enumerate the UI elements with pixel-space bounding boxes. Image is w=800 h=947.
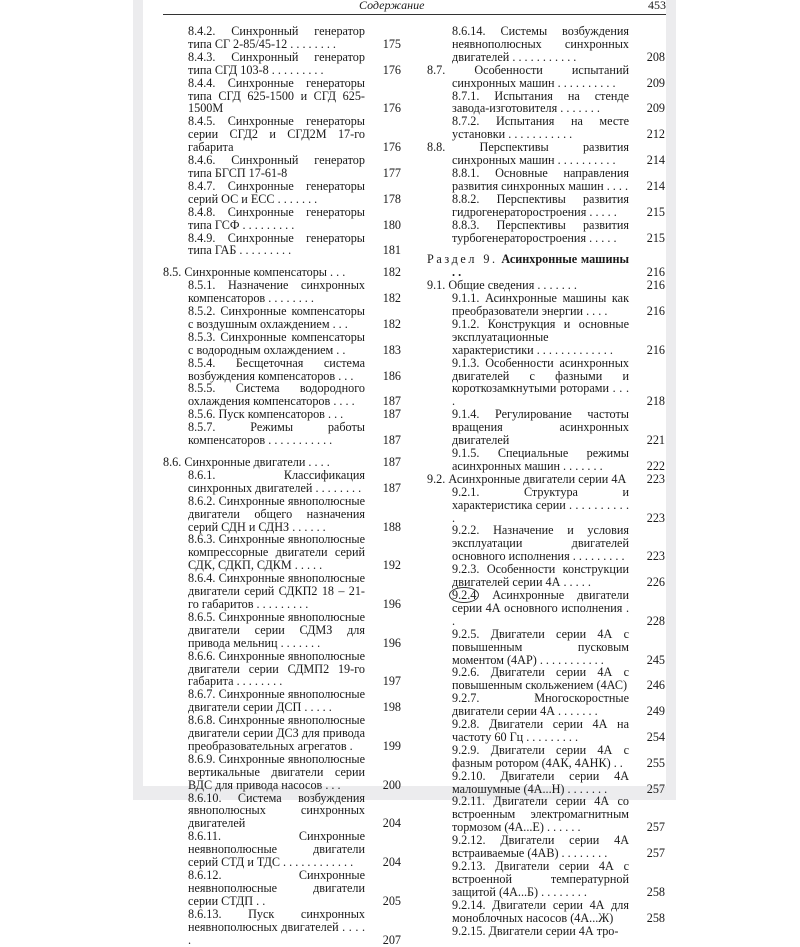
toc-page-number: 257 (646, 781, 665, 796)
toc-entry-text: 8.6.2. Синхронные явнополюсные двигатели общего назначения серий СДН и СДНЗ . . . . . . (188, 493, 365, 534)
toc-entry-text: 8.5.3. Синхронные компенсаторы с водородным охлаждением . . (188, 329, 365, 357)
toc-page-number: 258 (646, 910, 665, 925)
toc-entry-text: 9.2.12. Двигатели серии 4А встраиваемые (4АВ) . . . . . . . . (452, 833, 629, 861)
toc-entry-text: 9.2.14. Двигатели серии 4А для моноблочных насосов (4А...Ж) (452, 897, 629, 925)
toc-part-heading (427, 253, 667, 279)
toc-page-number: 182 (382, 265, 401, 280)
toc-entry-text: 8.6.8. Синхронные явнополюсные двигатели серии ДСЗ для привода преобразовательных агрегатов . (188, 713, 365, 753)
toc-section-entry (427, 141, 667, 167)
toc-subsection-entry (427, 167, 667, 193)
toc-entry-text: 8.4.8. Синхронные генераторы типа ГСФ . . . . . . . . . (188, 204, 365, 232)
toc-entry-text: 8.6.3. Синхронные явнополюсные компрессорные двигатели серий СДК, СДКП, СДКМ . . . . . (188, 532, 365, 573)
part-label: Раздел 9. (427, 252, 498, 267)
toc-subsection-entry (427, 628, 667, 667)
toc-page-number: 214 (646, 178, 665, 193)
toc-page-number: 182 (382, 316, 401, 331)
toc-subsection-entry (163, 495, 403, 534)
toc-subsection-entry (163, 206, 403, 232)
toc-subsection-entry (163, 830, 403, 869)
toc-entry-text: 9.2.3. Особенности конструкции двигателей серии 4А . . . . . (452, 562, 629, 590)
toc-page-number: 216 (646, 304, 665, 319)
toc-subsection-entry (163, 688, 403, 714)
toc-subsection-entry (163, 792, 403, 831)
toc-page-number: 208 (646, 49, 665, 64)
toc-subsection-entry (163, 180, 403, 206)
circled-section-number: 9.2.4 (449, 587, 479, 603)
toc-subsection-entry (427, 193, 667, 219)
toc-entry-text: 8.7.2. Испытания на месте установки . . . . . . . . . . . (452, 114, 629, 142)
toc-page-number: 228 (646, 613, 665, 628)
toc-subsection-entry (163, 77, 403, 116)
toc-subsection-entry (163, 421, 403, 447)
toc-entry-text: 8.6.10. Система возбуждения явнополюсных синхронных двигателей (188, 790, 365, 831)
toc-entry-text: 8.4.7. Синхронные генераторы серий ОС и ЕСС . . . . . . . (188, 178, 365, 206)
toc-page-number: 197 (382, 674, 401, 689)
entry-title: Асинхронные двигатели серии 4А основного исполнения . . (452, 587, 629, 628)
toc-entry-text: 8.6.13. Пуск синхронных неявнополюсных двигателей . . . . . (188, 906, 365, 947)
toc-page-number: 187 (382, 455, 401, 469)
toc-entry-text: 8.6.14. Системы возбуждения неявнополюсных синхронных двигателей . . . . . . . . . . . (452, 24, 629, 64)
toc-subsection-entry (163, 25, 403, 51)
toc-subsection-entry (427, 90, 667, 116)
toc-page-number: 188 (382, 519, 401, 534)
toc-page-number: 246 (646, 678, 665, 693)
toc-entry-text: 9.2.1. Структура и характеристика серии . . . . . . . . . . . (452, 484, 629, 525)
toc-subsection-entry (427, 589, 667, 628)
toc-subsection-entry (427, 795, 667, 834)
toc-page-number: 192 (382, 558, 401, 573)
toc-subsection-entry (427, 408, 667, 447)
toc-page-number: 175 (382, 36, 401, 51)
toc-page-number: 258 (646, 884, 665, 899)
toc-page-number: 209 (646, 101, 665, 116)
toc-entry-text: 9.1.5. Специальные режимы асинхронных машин . . . . . . . (452, 446, 629, 473)
toc-entry-text: 8.4.6. Синхронный генератор типа БГСП 17-61-8 (188, 153, 365, 180)
toc-page-number: 187 (382, 394, 401, 409)
toc-page-number: 249 (646, 704, 665, 719)
toc-entry-text: 9.2.8. Двигатели серии 4А на частоту 60 Гц . . . . . . . . . (452, 717, 629, 744)
toc-page-number: 216 (646, 342, 665, 357)
toc-page-number: 223 (646, 549, 665, 564)
toc-section-entry (427, 64, 667, 90)
toc-entry-text: 8.8.3. Перспективы развития турбогенераторостроения . . . . . (452, 217, 629, 245)
toc-subsection-entry (163, 51, 403, 77)
toc-page-number: 187 (382, 480, 401, 495)
toc-page-number: 214 (646, 153, 665, 168)
toc-subsection-entry (427, 292, 667, 318)
toc-page-number: 180 (382, 217, 401, 232)
toc-page-number: 204 (382, 816, 401, 831)
toc-subsection-entry (163, 469, 403, 495)
toc-page-number: 181 (382, 243, 401, 258)
toc-page-number: 183 (382, 342, 401, 357)
toc-page-number: 221 (646, 433, 665, 448)
toc-page-number: 215 (646, 230, 665, 245)
toc-entry-text: 8.5.2. Синхронные компенсаторы с воздушным охлаждением . . . (188, 304, 365, 331)
toc-entry-text: 8.5.4. Бесщеточная система возбуждения компенсаторов . . . (188, 355, 365, 383)
toc-page-number: 215 (646, 204, 665, 219)
toc-entry-text (427, 589, 629, 628)
toc-entry-text: 8.5.6. Пуск компенсаторов . . . (188, 407, 344, 422)
toc-entry-text: 8.5.7. Режимы работы компенсаторов . . . . . . . . . . . (188, 420, 365, 448)
toc-subsection-entry (427, 834, 667, 860)
toc-entry-text: 9.1.1. Асинхронные машины как преобразователи энергии . . . . (452, 291, 629, 319)
toc-section-entry (163, 456, 403, 469)
toc-subsection-entry (163, 908, 403, 947)
book-page (143, 0, 666, 947)
toc-entry-text (427, 253, 629, 279)
toc-subsection-entry (427, 115, 667, 141)
toc-entry-text: 9.2.2. Назначение и условия эксплуатации двигателей основного исполнения . . . . . . . . . (452, 523, 629, 564)
toc-entry-text: 8.4.5. Синхронные генераторы серии СГД2 и СГД2М 17-го габарита (188, 114, 365, 155)
toc-entry-text: 8.4.4. Синхронные генераторы типа СГД 625-1500 и СГД 625-1500М (188, 75, 365, 116)
toc-page-number: 176 (382, 140, 401, 155)
toc-subsection-entry (163, 611, 403, 650)
running-header (163, 0, 666, 15)
toc-subsection-entry (427, 770, 667, 796)
toc-page-number: 207 (382, 932, 401, 947)
toc-subsection-entry (163, 279, 403, 305)
toc-subsection-entry (163, 869, 403, 908)
toc-page-number: 245 (646, 652, 665, 667)
toc-entry-text: 8.6.12. Синхронные неявнополюсные двигатели серии СТДП . . (188, 868, 365, 908)
toc-subsection-entry (163, 154, 403, 180)
toc-entry-text: 8.8. Перспективы развития синхронных машин . . . . . . . . . . (427, 140, 629, 168)
toc-page-number: 223 (646, 471, 665, 486)
toc-entry-text: 8.6. Синхронные двигатели . . . . (163, 455, 330, 469)
toc-page-number: 178 (382, 191, 401, 206)
toc-page-number: 176 (382, 62, 401, 77)
toc-page-number: 200 (382, 777, 401, 792)
toc-entry-text: 9.2.7. Многоскоростные двигатели серии 4А . . . . . . . (452, 691, 629, 719)
toc-subsection-entry (163, 357, 403, 383)
toc-subsection-entry (427, 447, 667, 473)
toc-section-entry (427, 473, 667, 486)
page-number: 453 (648, 0, 666, 12)
toc-page-number: 187 (382, 433, 401, 448)
toc-subsection-entry (163, 382, 403, 408)
toc-page-number: 257 (646, 846, 665, 861)
toc-entry-text: 8.8.1. Основные направления развития синхронных машин . . . . (452, 165, 629, 193)
toc-entry-text: 9.1.4. Регулирование частоты вращения асинхронных двигателей (452, 407, 629, 448)
toc-right-column (427, 25, 667, 937)
toc-page-number: 177 (382, 165, 401, 180)
toc-subsection-entry (163, 305, 403, 331)
toc-page-number: 182 (382, 291, 401, 306)
toc-page-number: 196 (382, 596, 401, 611)
toc-subsection-entry (163, 115, 403, 154)
toc-subsection-entry (427, 486, 667, 525)
toc-page-number: 226 (646, 575, 665, 590)
toc-subsection-entry (163, 572, 403, 611)
toc-page-number: 257 (646, 820, 665, 835)
toc-subsection-entry (427, 860, 667, 899)
part-title: Асинхронные машины . . (452, 252, 630, 280)
toc-entry-text: 9.2.13. Двигатели серии 4А с встроенной температурной защитой (4А...Б) . . . . . . . . (452, 859, 629, 899)
toc-subsection-entry (427, 563, 667, 589)
toc-entry-text: 9.1. Общие сведения . . . . . . . (427, 278, 577, 293)
toc-entry-text: 8.6.11. Синхронные неявнополюсные двигатели серий СТД и ТДС . . . . . . . . . . . . (188, 829, 365, 870)
toc-entry-text: 9.1.2. Конструкция и основные эксплуатационные характеристики . . . . . . . . . . . . . (452, 316, 629, 357)
toc-page-number: 199 (382, 738, 401, 753)
toc-subsection-entry (427, 899, 667, 925)
toc-entry-text: 8.4.9. Синхронные генераторы типа ГАБ . . . . . . . . . (188, 230, 365, 258)
toc-entry-text: 9.2.15. Двигатели серии 4А тро- (452, 923, 619, 938)
toc-entry-text: 8.6.6. Синхронные явнополюсные двигатели серии СДМП2 19-го габарита . . . . . . . . (188, 648, 365, 689)
toc-page-number: 216 (646, 278, 665, 293)
toc-subsection-entry (427, 744, 667, 770)
toc-entry-text: 9.1.3. Особенности асинхронных двигателей с фазными и короткозамкнутыми роторами . . . . (452, 355, 629, 409)
toc-left-column (163, 25, 403, 946)
toc-subsection-entry (427, 357, 667, 409)
toc-page-number: 176 (382, 101, 401, 116)
toc-entry-text: 8.5.5. Система водородного охлаждения компенсаторов . . . . (188, 381, 365, 409)
toc-page-number: 205 (382, 893, 401, 908)
toc-page-number: 198 (382, 700, 401, 715)
toc-subsection-entry (427, 524, 667, 563)
toc-entry-text: 8.6.9. Синхронные явнополюсные вертикальные двигатели серии ВДС для привода насосов . . . (188, 751, 365, 792)
toc-page-number: 223 (646, 510, 665, 525)
toc-subsection-entry (427, 666, 667, 692)
toc-page-number: 209 (646, 75, 665, 90)
toc-entry-text: 8.6.7. Синхронные явнополюсные двигатели серии ДСП . . . . . (188, 687, 365, 715)
toc-subsection-entry (427, 692, 667, 718)
toc-page-number: 196 (382, 635, 401, 650)
toc-entry-text: 8.6.4. Синхронные явнополюсные двигатели серий СДКП2 18 – 21-го габаритов . . . . . . . . . (188, 571, 365, 611)
toc-entry-text: 8.4.3. Синхронный генератор типа СГД 103-8 . . . . . . . . . (188, 49, 365, 77)
toc-entry-text: 8.8.2. Перспективы развития гидрогенераторостроения . . . . . (452, 191, 629, 219)
toc-subsection-entry (427, 219, 667, 245)
toc-entry-text: 8.6.1. Классификация синхронных двигателей . . . . . . . . (188, 467, 365, 495)
toc-subsection-entry (427, 25, 667, 64)
toc-page-number: 222 (646, 458, 665, 473)
toc-entry-text: 9.2.11. Двигатели серии 4А со встроенным электромагнитным тормозом (4А...Е) . . . . . . (452, 794, 629, 835)
toc-entry-text: 9.2.5. Двигатели серии 4А с повышенным пусковым моментом (4АР) . . . . . . . . . . . (452, 626, 629, 667)
toc-page-number: 187 (382, 407, 401, 422)
toc-subsection-entry (427, 925, 667, 938)
toc-entry-text: 8.5.1. Назначение синхронных компенсаторов . . . . . . . . (188, 278, 365, 306)
toc-entry-text: 8.5. Синхронные компенсаторы . . . (163, 265, 346, 280)
toc-entry-text: 9.2.9. Двигатели серии 4А с фазным ротором (4АК, 4АНК) . . (452, 742, 629, 770)
header-title: Содержание (359, 0, 425, 12)
toc-subsection-entry (163, 714, 403, 753)
toc-page-number: 255 (646, 755, 665, 770)
toc-entry-text: 8.4.2. Синхронный генератор типа СГ 2-85/45-12 . . . . . . . . (188, 24, 365, 51)
toc-subsection-entry (163, 533, 403, 572)
toc-entry-text: 9.2.10. Двигатели серии 4А малошумные (4А...Н) . . . . . . . (452, 768, 629, 796)
toc-entry-text: 8.6.5. Синхронные явнополюсные двигатели серии СДМЗ для привода мельниц . . . . . . . (188, 609, 365, 650)
toc-page-number: 254 (646, 729, 665, 744)
toc-page-number: 186 (382, 368, 401, 383)
toc-page-number: 218 (646, 394, 665, 409)
toc-entry-text: 8.7. Особенности испытаний синхронных машин . . . . . . . . . . (427, 62, 629, 90)
toc-entry-text: 9.2. Асинхронные двигатели серии 4А (427, 471, 627, 486)
toc-page-number: 212 (646, 127, 665, 142)
toc-subsection-entry (427, 318, 667, 357)
toc-subsection-entry (427, 718, 667, 744)
toc-page-number: 216 (646, 265, 665, 280)
toc-subsection-entry (163, 232, 403, 258)
toc-entry-text: 9.2.6. Двигатели серии 4А с повышенным скольжением (4АС) (452, 665, 629, 693)
toc-page-number: 204 (382, 855, 401, 870)
toc-entry-text: 8.7.1. Испытания на стенде завода-изготовителя . . . . . . . (452, 88, 629, 116)
toc-subsection-entry (163, 331, 403, 357)
toc-subsection-entry (163, 753, 403, 792)
toc-subsection-entry (163, 650, 403, 689)
